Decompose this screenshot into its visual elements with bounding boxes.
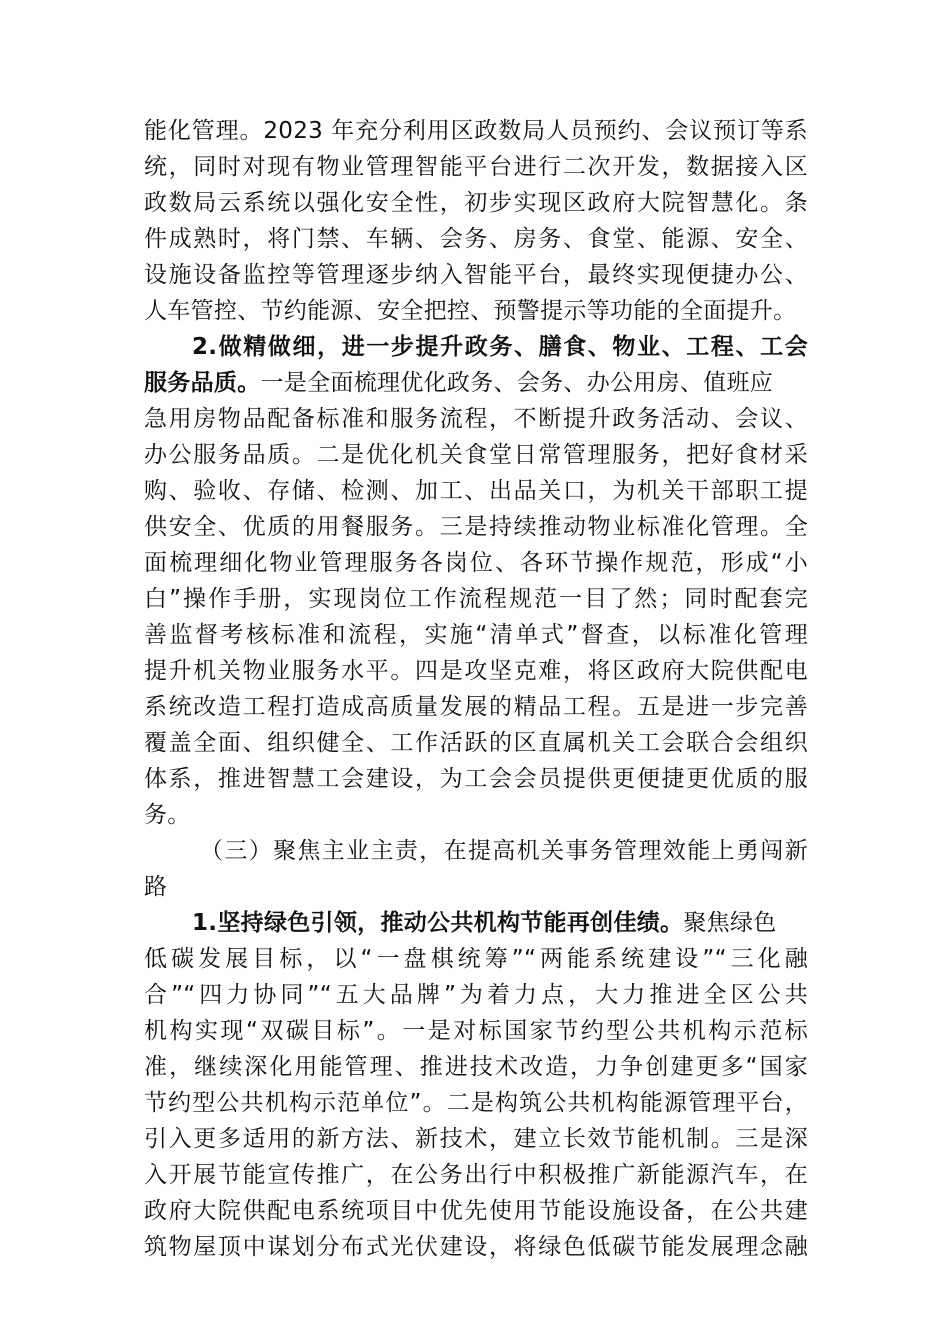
section-heading-3-end: 路 [144,874,168,900]
text-line: 政府大院供配电系统项目中优先使用节能设施设备，在公共建 [144,1198,808,1224]
text-line: 政数局云系统以强化安全性，初步实现区政府大院智慧化。条 [144,190,808,216]
text-line [192,906,808,940]
text-line: 引入更多适用的新方法、新技术，建立长效节能机制。三是深 [144,1126,808,1152]
text-line: 覆盖全面、组织健全、工作活跃的区直属机关工会联合会组织 [144,730,808,756]
text-line: 节约型公共机构示范单位”。二是构筑公共机构能源管理平台， [144,1090,808,1116]
text-line: 入开展节能宣传推广，在公务出行中积极推广新能源汽车，在 [144,1162,808,1188]
text-line: 设施设备监控等管理逐步纳入智能平台，最终实现便捷办公、 [144,262,808,288]
text-line: 供安全、优质的用餐服务。三是持续推动物业标准化管理。全 [144,514,808,540]
text-line: 面梳理细化物业管理服务各岗位、各环节操作规范，形成“小 [144,550,808,576]
text-line [144,366,808,400]
subsection-heading-1: 1.坚持绿色引领，推动公共机构节能再创佳绩。 [192,910,684,936]
text-line: 系统改造工程打造成高质量发展的精品工程。五是进一步完善 [144,694,808,720]
text-line: 合”“四力协同”“五大品牌”为着力点，大力推进全区公共 [144,982,808,1008]
text-line: 统，同时对现有物业管理智能平台进行二次开发，数据接入区 [144,154,808,180]
text-line: 能化管理。2023 年充分利用区政数局人员预约、会议预订等系 [144,118,808,144]
text-segment: 聚焦绿色 [683,910,777,936]
text-line: 机构实现“双碳目标”。一是对标国家节约型公共机构示范标 [144,1018,808,1044]
section-heading-2: 2.做精做细，进一步提升政务、膳食、物业、工程、工会 [192,334,808,360]
section-heading-3: （三）聚焦主业主责，在提高机关事务管理效能上勇闯新 [200,838,808,864]
text-line: 准，继续深化用能管理、推进技术改造，力争创建更多“国家 [144,1054,808,1080]
text-line: 白”操作手册，实现岗位工作流程规范一目了然；同时配套完 [144,586,808,612]
text-segment: 一是全面梳理优化政务、会务、办公用房、值班应 [260,370,774,396]
text-line: 体系，推进智慧工会建设，为工会会员提供更便捷更优质的服 [144,766,808,792]
text-line: 购、验收、存储、检测、加工、出品关口，为机关干部职工提 [144,478,808,504]
text-line: 低碳发展目标，以“一盘棋统筹”“两能系统建设”“三化融 [144,946,808,972]
text-line: 人车管控、节约能源、安全把控、预警提示等功能的全面提升。 [144,298,797,324]
text-line: 提升机关物业服务水平。四是攻坚克难，将区政府大院供配电 [144,658,808,684]
text-line: 办公服务品质。二是优化机关食堂日常管理服务，把好食材采 [144,442,808,468]
text-line: 急用房物品配备标准和服务流程，不断提升政务活动、会议、 [144,406,808,432]
text-line: 件成熟时，将门禁、车辆、会务、房务、食堂、能源、安全、 [144,226,808,252]
text-line: 筑物屋顶中谋划分布式光伏建设，将绿色低碳节能发展理念融 [144,1234,808,1260]
section-heading-2-end: 服务品质。 [144,370,261,396]
text-line: 善监督考核标准和流程，实施“清单式”督查，以标准化管理 [144,622,808,648]
text-line: 务。 [144,802,191,828]
